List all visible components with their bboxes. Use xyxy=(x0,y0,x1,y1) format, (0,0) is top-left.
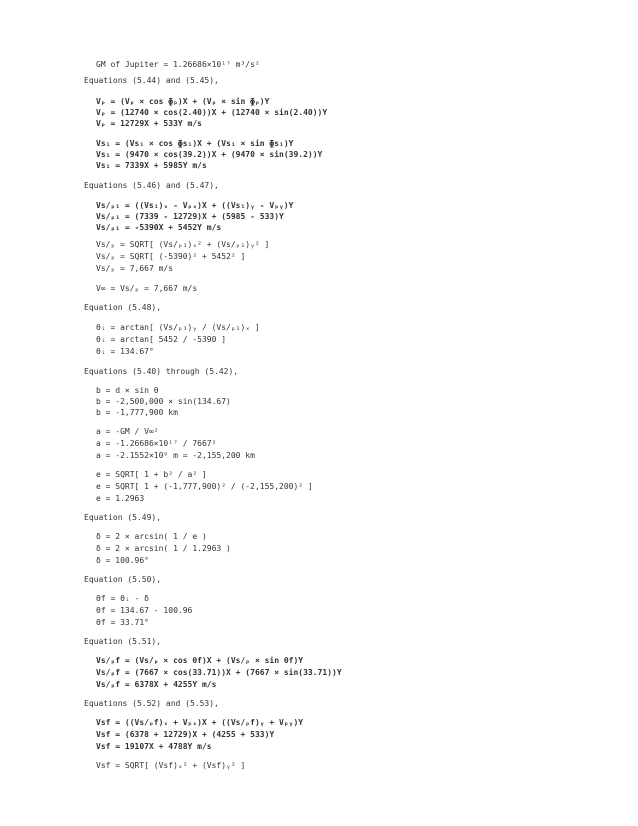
equation-line: Vsf = SQRT[ (Vsf)ₓ² + (Vsf)ᵧ² ] xyxy=(96,761,246,770)
equation-line: Vs/ₚ = SQRT[ (Vs/ₚ₁)ₓ² + (Vs/ₚ₁)ᵧ² ] xyxy=(96,240,270,249)
section-heading: Equations (5.40) through (5.42), xyxy=(84,367,239,376)
equation-line: δ = 2 × arcsin( 1 / e ) xyxy=(96,532,207,541)
equation-line: θf = 134.67 - 100.96 xyxy=(96,606,193,615)
equation-line: Vs₁ = (Vs₁ × cos ɸs₁)X + (Vs₁ × sin ɸs₁)Y xyxy=(96,139,294,148)
equation-line: θᵢ = 134.67° xyxy=(96,347,154,356)
equation-line: e = SQRT[ 1 + b² / a² ] xyxy=(96,470,207,479)
equation-line: a = -1.26686×10¹⁷ / 7667² xyxy=(96,439,217,448)
equation-line: θf = θᵢ - δ xyxy=(96,594,149,603)
gm-jupiter-line: GM of Jupiter = 1.26686×10¹⁷ m³/s² xyxy=(96,60,260,69)
equation-line: Vₚ = (12740 × cos(2.40))X + (12740 × sin(2.40))Y xyxy=(96,108,328,117)
equation-line: Vₚ = 12729X + 533Y m/s xyxy=(96,119,202,128)
section-heading: Equation (5.51), xyxy=(84,637,162,646)
equation-line: Vs/ₚf = (Vs/ₚ × cos θf)X + (Vs/ₚ × sin θf)Y xyxy=(96,656,304,665)
equation-line: Vs/ₚf = 6378X + 4255Y m/s xyxy=(96,680,217,689)
equation-line: Vsf = ((Vs/ₚf)ₓ + Vₚₓ)X + ((Vs/ₚf)ᵧ + Vₚᵧ)Y xyxy=(96,718,304,727)
equation-line: δ = 100.96° xyxy=(96,556,149,565)
equation-line: Vₚ = (Vₚ × cos ɸₚ)X + (Vₚ × sin ɸₚ)Y xyxy=(96,97,270,106)
section-heading: Equations (5.44) and (5.45), xyxy=(84,76,219,85)
section-heading: Equation (5.50), xyxy=(84,575,162,584)
equation-line: e = 1.2963 xyxy=(96,494,145,503)
equation-line: e = SQRT[ 1 + (-1,777,900)² / (-2,155,200)² ] xyxy=(96,482,313,491)
equation-line: Vsf = 19107X + 4788Y m/s xyxy=(96,742,212,751)
equation-line: Vs/ₚ = SQRT[ (-5390)² + 5452² ] xyxy=(96,252,246,261)
equation-line: Vs/ₚ₁ = ((Vs₁)ₓ - Vₚₓ)X + ((Vs₁)ᵧ - Vₚᵧ)Y xyxy=(96,201,294,210)
section-heading: Equations (5.52) and (5.53), xyxy=(84,699,219,708)
equation-line: Vs₁ = 7339X + 5985Y m/s xyxy=(96,161,207,170)
equation-line: Vs/ₚf = (7667 × cos(33.71))X + (7667 × sin(33.71))Y xyxy=(96,668,342,677)
equation-line: V∞ = Vs/ₚ = 7,667 m/s xyxy=(96,284,198,293)
equation-line: b = d × sin θ xyxy=(96,386,159,395)
section-heading: Equations (5.46) and (5.47), xyxy=(84,181,219,190)
section-heading: Equation (5.49), xyxy=(84,513,162,522)
equation-line: δ = 2 × arcsin( 1 / 1.2963 ) xyxy=(96,544,231,553)
equation-line: a = -GM / V∞² xyxy=(96,427,159,436)
equation-line: b = -1,777,900 km xyxy=(96,408,178,417)
equation-line: θᵢ = arctan[ (Vs/ₚ₁)ᵧ / (Vs/ₚ₁)ₓ ] xyxy=(96,323,260,332)
equation-line: Vs/ₚ₁ = -5390X + 5452Y m/s xyxy=(96,223,222,232)
equation-line: θᵢ = arctan[ 5452 / -5390 ] xyxy=(96,335,227,344)
equation-line: Vs/ₚ = 7,667 m/s xyxy=(96,264,174,273)
equation-line: b = -2,500,000 × sin(134.67) xyxy=(96,397,231,406)
equation-line: θf = 33.71° xyxy=(96,618,149,627)
equation-line: Vsf = (6378 + 12729)X + (4255 + 533)Y xyxy=(96,730,275,739)
equation-line: a = -2.1552×10⁹ m = -2,155,200 km xyxy=(96,451,255,460)
equation-line: Vs₁ = (9470 × cos(39.2))X + (9470 × sin(39.2))Y xyxy=(96,150,323,159)
equation-line: Vs/ₚ₁ = (7339 - 12729)X + (5985 - 533)Y xyxy=(96,212,284,221)
section-heading: Equation (5.48), xyxy=(84,303,162,312)
